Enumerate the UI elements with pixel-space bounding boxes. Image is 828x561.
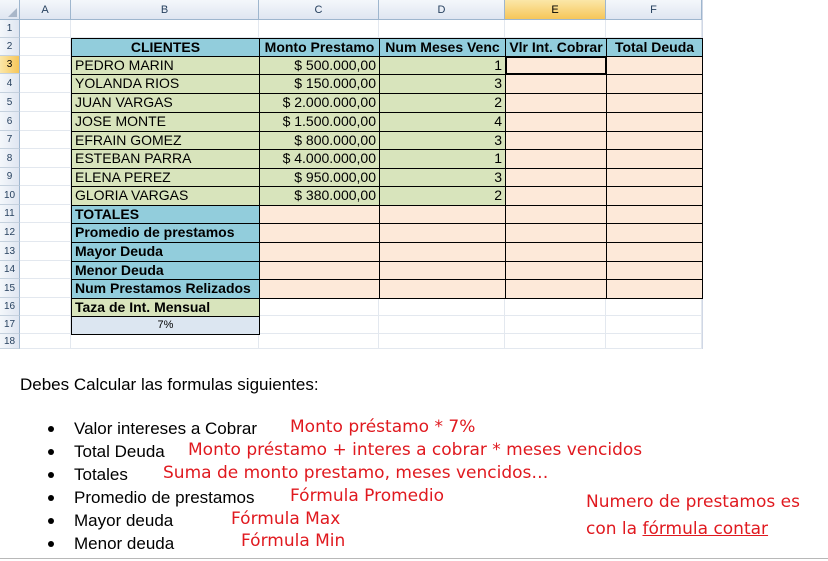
grid-cell-A11[interactable] xyxy=(20,205,71,223)
client-name[interactable]: ESTEBAN PARRA xyxy=(71,149,260,169)
bullet-icon xyxy=(48,472,54,478)
count-note-prefix: con la xyxy=(586,519,643,539)
client-interes[interactable] xyxy=(505,149,607,169)
client-monto[interactable]: $ 800.000,00 xyxy=(259,131,380,150)
bullet-icon xyxy=(48,518,54,524)
client-interes[interactable] xyxy=(505,93,607,113)
summary-label[interactable]: Promedio de prestamos xyxy=(71,223,260,243)
client-meses[interactable]: 3 xyxy=(379,131,506,150)
column-header-a[interactable]: A xyxy=(20,0,71,20)
client-monto[interactable]: $ 950.000,00 xyxy=(259,168,380,187)
formula-item-label: Total Deuda xyxy=(74,442,165,461)
summary-total[interactable] xyxy=(606,223,703,243)
grid-cell-B1[interactable] xyxy=(71,20,259,38)
client-meses[interactable]: 1 xyxy=(379,56,506,75)
summary-interes[interactable] xyxy=(505,205,607,224)
client-total-deuda[interactable] xyxy=(606,131,703,150)
rate-value[interactable]: 7% xyxy=(71,316,260,335)
grid-cell-A16[interactable] xyxy=(20,298,71,316)
client-total-deuda[interactable] xyxy=(606,93,703,113)
client-meses[interactable]: 1 xyxy=(379,149,506,169)
summary-label[interactable]: Menor Deuda xyxy=(71,261,260,280)
rate-label[interactable]: Taza de Int. Mensual xyxy=(71,298,260,317)
column-header-b[interactable]: B xyxy=(71,0,259,20)
grid-cell-A5[interactable] xyxy=(20,93,71,112)
grid-cell-B18[interactable] xyxy=(71,334,259,349)
client-monto[interactable]: $ 1.500.000,00 xyxy=(259,112,380,132)
client-total-deuda[interactable] xyxy=(606,56,703,75)
summary-label[interactable]: Mayor Deuda xyxy=(71,242,260,262)
grid-cell-A10[interactable] xyxy=(20,186,71,205)
summary-monto[interactable] xyxy=(259,279,380,299)
formula-item-label: Mayor deuda xyxy=(74,511,174,530)
summary-label[interactable]: TOTALES xyxy=(71,205,260,224)
client-total-deuda[interactable] xyxy=(606,149,703,169)
formula-item-note: Suma de monto prestamo, meses vencidos… xyxy=(163,463,549,483)
row-header-14[interactable]: 14 xyxy=(0,261,20,279)
row-header-10[interactable]: 10 xyxy=(0,186,20,205)
grid-cell-C18[interactable] xyxy=(259,334,379,349)
bullet-icon xyxy=(48,495,54,501)
bullet-icon xyxy=(48,426,54,432)
formula-item-note: Fórmula Min xyxy=(241,531,346,551)
formula-item-label: Menor deuda xyxy=(74,534,175,553)
count-formula-link[interactable]: fórmula contar xyxy=(642,519,769,539)
summary-interes[interactable] xyxy=(505,261,607,280)
summary-total[interactable] xyxy=(606,205,703,224)
instructions-intro: Debes Calcular las formulas siguientes: xyxy=(20,375,319,394)
summary-monto[interactable] xyxy=(259,205,380,224)
grid-cell-F1[interactable] xyxy=(606,20,702,38)
count-note-line1: Numero de prestamos es xyxy=(586,492,800,512)
formula-item-label: Totales xyxy=(74,465,128,484)
client-name[interactable]: ELENA PEREZ xyxy=(71,168,260,187)
client-total-deuda[interactable] xyxy=(606,74,703,94)
bullet-icon xyxy=(48,449,54,455)
grid-cell-D1[interactable] xyxy=(379,20,505,38)
client-total-deuda[interactable] xyxy=(606,168,703,187)
grid-cell-C16[interactable] xyxy=(259,298,379,316)
row-header-17[interactable]: 17 xyxy=(0,316,20,334)
client-name[interactable]: JOSE MONTE xyxy=(71,112,260,132)
summary-meses[interactable] xyxy=(379,205,506,224)
summary-monto[interactable] xyxy=(259,242,380,262)
header-clientes[interactable]: CLIENTES xyxy=(71,38,260,57)
grid-cell-A1[interactable] xyxy=(20,20,71,38)
grid-cell-F17[interactable] xyxy=(606,316,702,334)
client-meses[interactable]: 3 xyxy=(379,74,506,94)
column-header-e[interactable]: E xyxy=(505,0,606,20)
summary-monto[interactable] xyxy=(259,223,380,243)
grid-cell-E1[interactable] xyxy=(505,20,606,38)
grid-cell-A17[interactable] xyxy=(20,316,71,334)
grid-cell-A3[interactable] xyxy=(20,56,71,74)
summary-meses[interactable] xyxy=(379,223,506,243)
grid-cell-E18[interactable] xyxy=(505,334,606,349)
summary-total[interactable] xyxy=(606,261,703,280)
client-monto[interactable]: $ 4.000.000,00 xyxy=(259,149,380,169)
grid-cell-A8[interactable] xyxy=(20,149,71,168)
bottom-divider xyxy=(0,558,828,559)
column-header-f[interactable]: F xyxy=(606,0,702,20)
grid-cell-A2[interactable] xyxy=(20,38,71,56)
formula-item-note: Fórmula Max xyxy=(231,509,341,529)
grid-cell-E17[interactable] xyxy=(505,316,606,334)
summary-interes[interactable] xyxy=(505,223,607,243)
header-vlr-int-cobrar[interactable]: Vlr Int. Cobrar xyxy=(505,38,607,57)
client-interes[interactable] xyxy=(505,168,607,187)
summary-meses[interactable] xyxy=(379,261,506,280)
column-header-c[interactable]: C xyxy=(259,0,379,20)
client-name[interactable]: GLORIA VARGAS xyxy=(71,186,260,206)
client-monto[interactable]: $ 500.000,00 xyxy=(259,56,380,75)
grid-cell-A9[interactable] xyxy=(20,168,71,186)
summary-interes[interactable] xyxy=(505,279,607,299)
row-header-1[interactable]: 1 xyxy=(0,20,20,38)
summary-meses[interactable] xyxy=(379,242,506,262)
client-total-deuda[interactable] xyxy=(606,186,703,206)
client-monto[interactable]: $ 380.000,00 xyxy=(259,186,380,206)
client-interes[interactable] xyxy=(505,74,607,94)
formula-item-label: Valor intereses a Cobrar xyxy=(74,419,257,438)
row-header-11[interactable]: 11 xyxy=(0,205,20,223)
header-monto-prestamo[interactable]: Monto Prestamo xyxy=(259,38,380,57)
row-header-3[interactable]: 3 xyxy=(0,56,20,74)
client-meses[interactable]: 2 xyxy=(379,186,506,206)
client-monto[interactable]: $ 150.000,00 xyxy=(259,74,380,94)
grid-cell-A7[interactable] xyxy=(20,131,71,149)
grid-cell-D18[interactable] xyxy=(379,334,505,349)
grid-cell-A4[interactable] xyxy=(20,74,71,93)
instructions-panel xyxy=(0,349,828,561)
row-header-7[interactable]: 7 xyxy=(0,131,20,149)
grid-cell-A14[interactable] xyxy=(20,261,71,279)
client-name[interactable]: PEDRO MARIN xyxy=(71,56,260,75)
grid-cell-A13[interactable] xyxy=(20,242,71,261)
row-header-9[interactable]: 9 xyxy=(0,168,20,186)
column-header-d[interactable]: D xyxy=(379,0,505,20)
client-name[interactable]: EFRAIN GOMEZ xyxy=(71,131,260,150)
select-all-icon xyxy=(8,8,17,17)
grid-cell-A12[interactable] xyxy=(20,223,71,242)
client-total-deuda[interactable] xyxy=(606,112,703,132)
summary-label[interactable]: Num Prestamos Relizados xyxy=(71,279,260,299)
cell-grid[interactable] xyxy=(20,20,702,349)
grid-cell-F18[interactable] xyxy=(606,334,702,349)
row-header-6[interactable]: 6 xyxy=(0,112,20,131)
count-formula-note xyxy=(586,489,800,543)
header-total-deuda[interactable]: Total Deuda xyxy=(606,38,703,57)
grid-cell-C17[interactable] xyxy=(259,316,379,334)
formula-item-note: Fórmula Promedio xyxy=(290,486,445,506)
header-num-meses-venc[interactable]: Num Meses Venc xyxy=(379,38,506,57)
bullet-icon xyxy=(48,541,54,547)
row-header-8[interactable]: 8 xyxy=(0,149,20,168)
row-header-12[interactable]: 12 xyxy=(0,223,20,242)
formula-item-label: Promedio de prestamos xyxy=(74,488,255,507)
summary-total[interactable] xyxy=(606,242,703,262)
client-interes[interactable] xyxy=(505,112,607,132)
count-note-line2 xyxy=(586,516,800,543)
grid-cell-F16[interactable] xyxy=(606,298,702,316)
summary-interes[interactable] xyxy=(505,242,607,262)
select-all-corner[interactable] xyxy=(0,0,20,20)
row-header-4[interactable]: 4 xyxy=(0,74,20,93)
summary-total[interactable] xyxy=(606,279,703,299)
grid-cell-E16[interactable] xyxy=(505,298,606,316)
grid-cell-D17[interactable] xyxy=(379,316,505,334)
formula-item-note: Monto préstamo * 7% xyxy=(290,417,476,437)
client-name[interactable]: JUAN VARGAS xyxy=(71,93,260,113)
client-meses[interactable]: 3 xyxy=(379,168,506,187)
row-header-2[interactable]: 2 xyxy=(0,38,20,56)
row-header-16[interactable]: 16 xyxy=(0,298,20,316)
row-header-13[interactable]: 13 xyxy=(0,242,20,261)
formula-item-note: Monto préstamo + interes a cobrar * meses vencidos xyxy=(188,440,643,460)
row-header-15[interactable]: 15 xyxy=(0,279,20,298)
summary-meses[interactable] xyxy=(379,279,506,299)
grid-cell-A18[interactable] xyxy=(20,334,71,349)
client-interes[interactable] xyxy=(505,56,607,75)
client-meses[interactable]: 4 xyxy=(379,112,506,132)
client-monto[interactable]: $ 2.000.000,00 xyxy=(259,93,380,113)
client-name[interactable]: YOLANDA RIOS xyxy=(71,74,260,94)
client-interes[interactable] xyxy=(505,186,607,206)
grid-cell-D16[interactable] xyxy=(379,298,505,316)
summary-monto[interactable] xyxy=(259,261,380,280)
client-interes[interactable] xyxy=(505,131,607,150)
grid-cell-A6[interactable] xyxy=(20,112,71,131)
grid-cell-A15[interactable] xyxy=(20,279,71,298)
client-meses[interactable]: 2 xyxy=(379,93,506,113)
grid-cell-C1[interactable] xyxy=(259,20,379,38)
row-header-5[interactable]: 5 xyxy=(0,93,20,112)
row-header-18[interactable]: 18 xyxy=(0,334,20,349)
